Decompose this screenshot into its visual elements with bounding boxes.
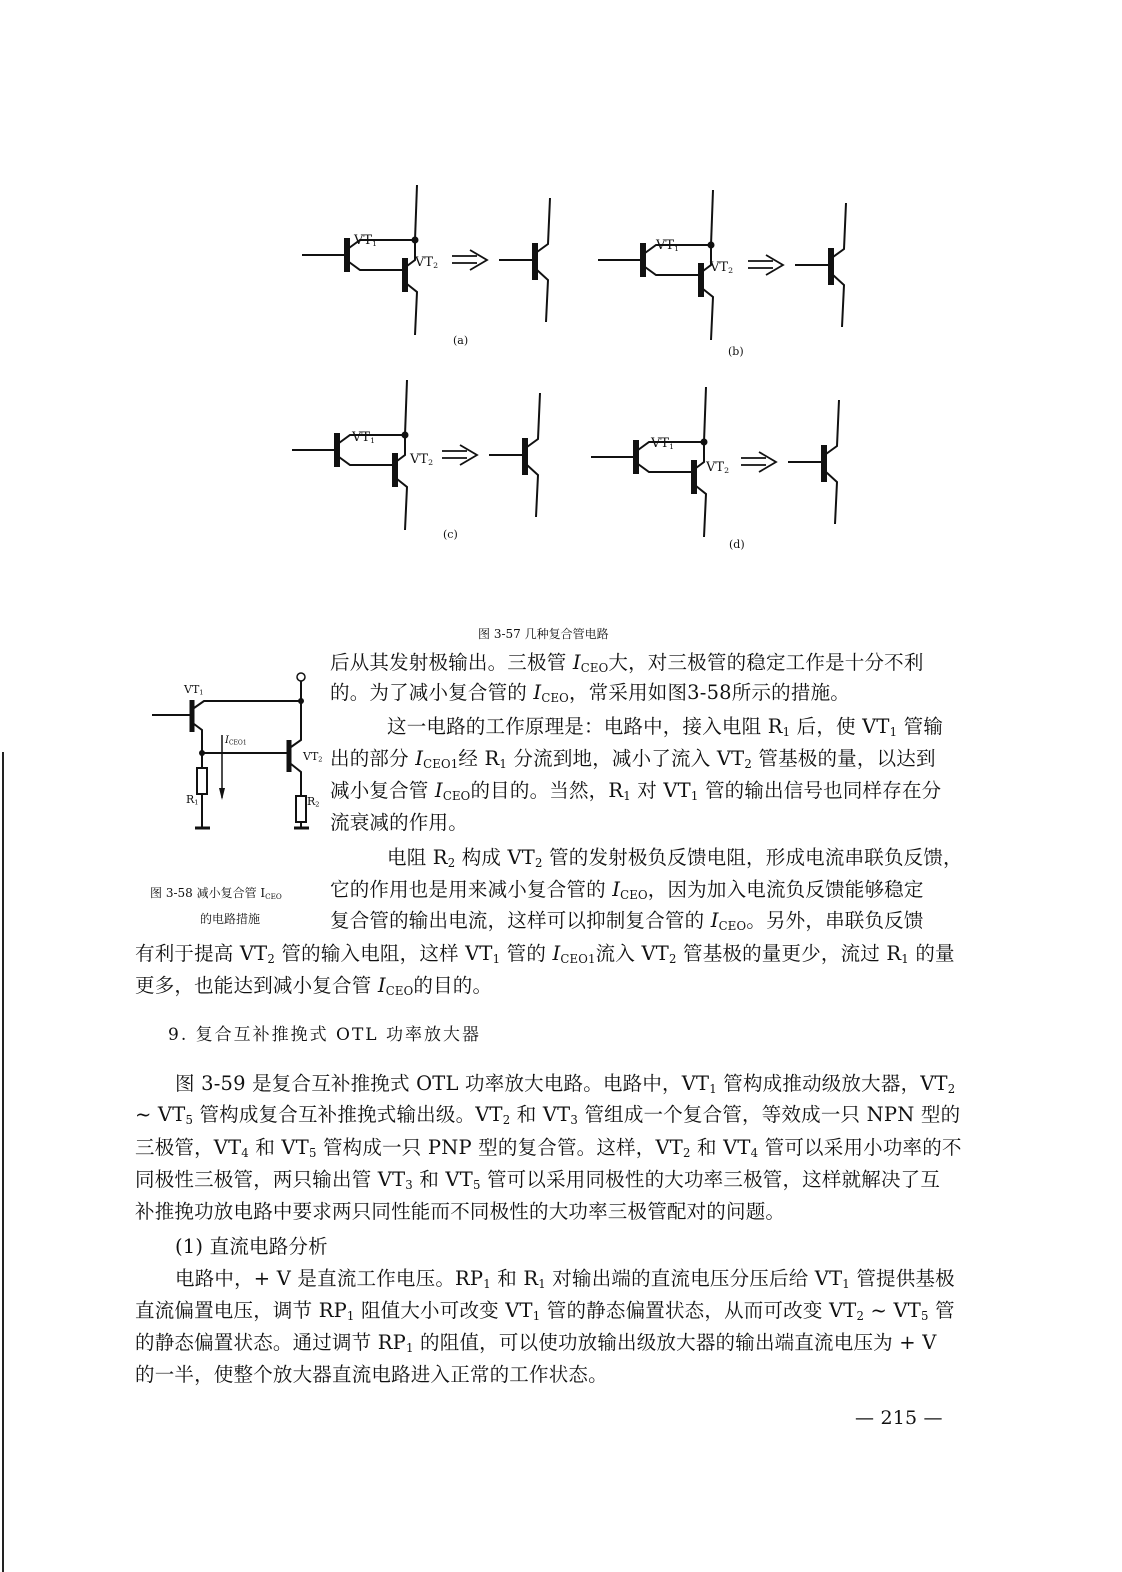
- fig58-label-vt1: $VT_1$: [184, 683, 204, 697]
- label-vt2-b: $VT_2$: [710, 260, 734, 275]
- fig58-label-current: $I_{CEO1}$: [225, 735, 247, 747]
- subfigure-label-a: (a): [453, 334, 469, 347]
- paragraph-line: 的静态偏置状态。通过调节 $RP_1$ 的阻值，可以使功放输出级放大器的输出端直流电压为 + V: [135, 1331, 937, 1355]
- label-vt2-a: $VT_2$: [415, 255, 439, 270]
- subfigure-label-d: (d): [729, 538, 745, 551]
- label-vt1-c: $VT_1$: [352, 430, 376, 445]
- paragraph-line: ~ $VT_5$ 管构成复合互补推挽式输出级。$VT_2$ 和 $VT_3$ 管组成一个复合管，等效成一只 NPN 型的: [135, 1103, 961, 1127]
- label-vt1-b: $VT_1$: [656, 238, 680, 253]
- label-vt2-c: $VT_2$: [410, 452, 434, 467]
- figure-3-58-caption-line2: 的电路措施: [200, 912, 261, 926]
- paragraph-line: 复合管的输出电流，这样可以抑制复合管的 $I_{CEO}$。另外，串联负反馈: [330, 909, 924, 933]
- paragraph-line: 直流偏置电压，调节 $RP_1$ 阻值大小可改变 $VT_1$ 管的静态偏置状态，从而可改变 $VT_2$ ~ $VT_5$ 管: [135, 1299, 955, 1323]
- fig58-label-r1: $R_1$: [186, 793, 199, 807]
- paragraph-line: 更多，也能达到减小复合管 $I_{CEO}$的目的。: [135, 974, 493, 998]
- paragraph-line: 的一半，使整个放大器直流电路进入正常的工作状态。: [135, 1363, 608, 1386]
- paragraph-line: 电阻 $R_2$ 构成 $VT_2$ 管的发射极负反馈电阻，形成电流串联负反馈，: [387, 846, 963, 870]
- paragraph-line: 后从其发射极输出。三极管 $I_{CEO}$大，对三极管的稳定工作是十分不利: [330, 651, 924, 675]
- paragraph-line: 同极性三极管，两只输出管 $VT_3$ 和 $VT_5$ 管可以采用同极性的大功率三极管，这样就解决了互: [135, 1168, 941, 1192]
- subfigure-label-b: (b): [728, 345, 744, 358]
- paragraph-line: 补推挽功放电路中要求两只同性能而不同极性的大功率三极管配对的问题。: [135, 1200, 786, 1223]
- figure-3-58: [140, 660, 340, 870]
- paragraph-line: 这一电路的工作原理是：电路中，接入电阻 $R_1$ 后，使 $VT_1$ 管输: [387, 715, 944, 739]
- page-number: — 215 —: [855, 1407, 943, 1429]
- paragraph-line: 有利于提高 $VT_2$ 管的输入电阻，这样 $VT_1$ 管的 $I_{CEO1}$流入 $VT_2$ 管基极的量更少，流过 $R_1$ 的量: [135, 942, 955, 966]
- subfigure-label-c: (c): [443, 528, 458, 541]
- paragraph-line: 三极管，$VT_4$ 和 $VT_5$ 管构成一只 PNP 型的复合管。这样，$VT_2$ 和 $VT_4$ 管可以采用小功率的不: [135, 1136, 962, 1160]
- paragraph-line: 减小复合管 $I_{CEO}$的目的。当然，$R_1$ 对 $VT_1$ 管的输出信号也同样存在分: [330, 779, 942, 803]
- subsection-heading: (1) 直流电路分析: [175, 1235, 328, 1258]
- paragraph-line: 图 3-59 是复合互补推挽式 OTL 功率放大电路。电路中，$VT_1$ 管构成推动级放大器，$VT_2$: [175, 1072, 956, 1096]
- section-heading: 9. 复合互补推挽式 OTL 功率放大器: [168, 1025, 481, 1045]
- label-vt1-a: $VT_1$: [354, 233, 378, 248]
- fig58-label-r2: $R_2$: [307, 795, 320, 809]
- scan-edge-line: [2, 752, 4, 1572]
- label-vt2-d: $VT_2$: [706, 460, 730, 475]
- figure-3-57: [0, 0, 1122, 620]
- paragraph-line: 流衰减的作用。: [330, 811, 468, 834]
- paragraph-line: 的。为了减小复合管的 $I_{CEO}$，常采用如图3-58所示的措施。: [330, 681, 850, 705]
- figure-3-57-caption: 图 3-57 几种复合管电路: [478, 627, 609, 641]
- label-vt1-d: $VT_1$: [651, 436, 675, 451]
- paragraph-line: 电路中，+ V 是直流工作电压。$RP_1$ 和 $R_1$ 对输出端的直流电压分压后给 $VT_1$ 管提供基极: [175, 1267, 955, 1291]
- paragraph-line: 它的作用也是用来减小复合管的 $I_{CEO}$，因为加入电流负反馈能够稳定: [330, 878, 924, 902]
- paragraph-line: 出的部分 $I_{CEO1}$经 $R_1$ 分流到地，减小了流入 $VT_2$ 管基极的量，以达到: [330, 747, 936, 771]
- figure-3-58-caption-line1: 图 3-58 减小复合管 $I_{CEO}$: [150, 886, 282, 901]
- fig58-label-vt2: $VT_2$: [303, 750, 323, 764]
